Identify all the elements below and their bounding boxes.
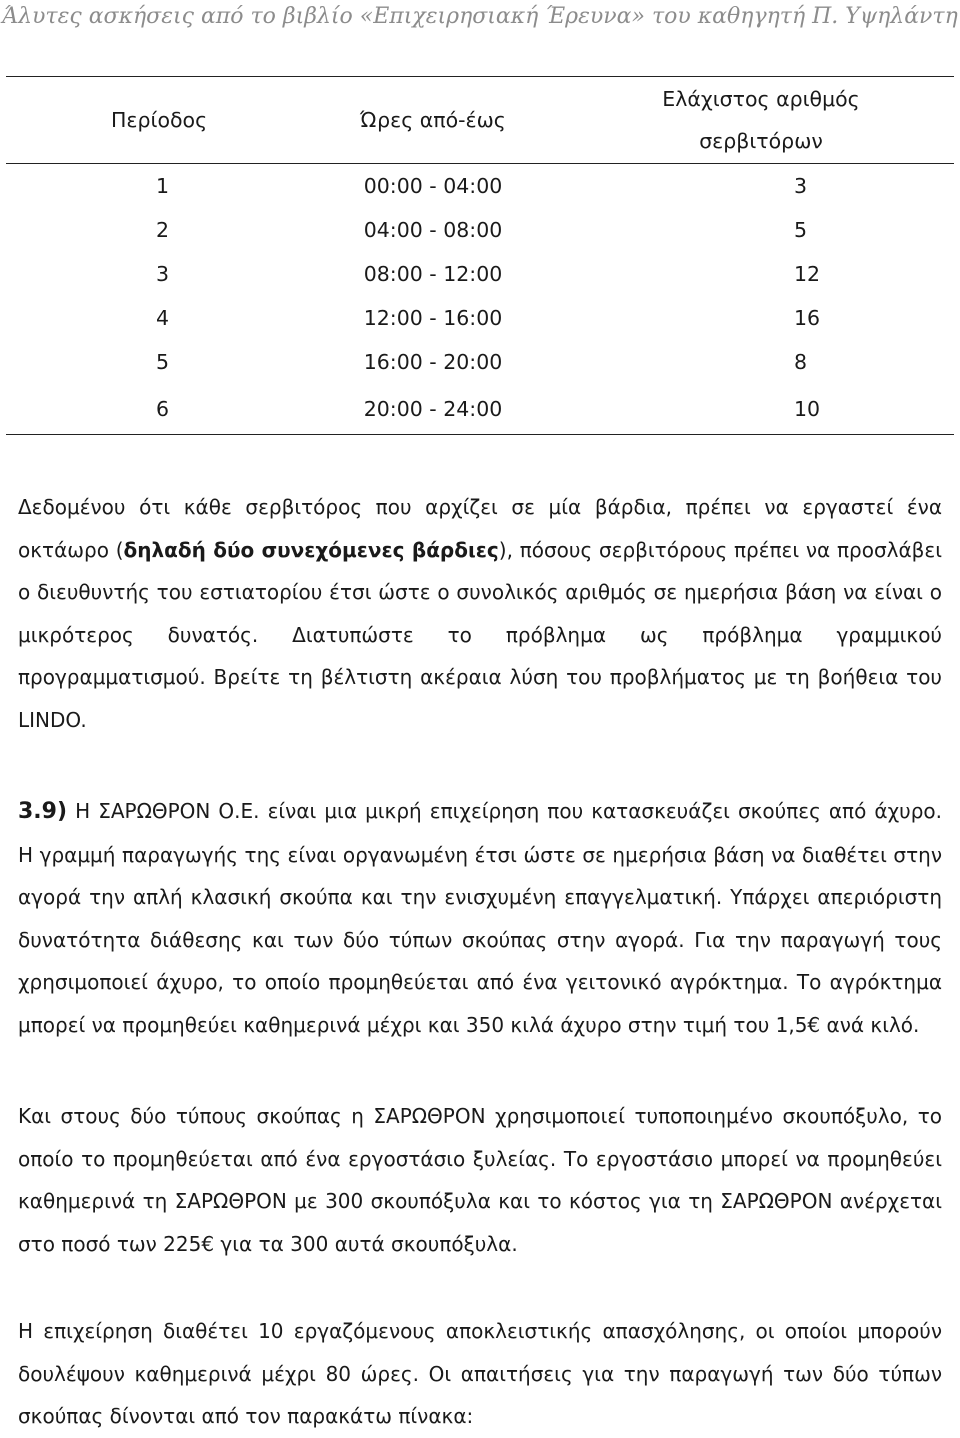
table-row <box>6 252 954 296</box>
cell-min: 12 <box>794 262 821 286</box>
cell-min: 5 <box>794 218 808 242</box>
table-row <box>6 296 954 340</box>
cell-hours: 20:00 - 24:00 <box>298 384 568 435</box>
waiters-table <box>6 76 954 435</box>
cell-min: 10 <box>568 384 954 435</box>
header-period: Περίοδος <box>6 77 298 164</box>
waiters-table-container <box>6 76 954 435</box>
table-row <box>6 384 954 435</box>
cell-hours: 04:00 - 08:00 <box>363 218 503 242</box>
paragraph1-part1: Δεδομένου ότι κάθε σερβιτόρος που αρχίζει σε μία βάρδια, πρέπει να εργαστεί ένα οκτάωρο ( <box>18 495 942 562</box>
header-min-line2: σερβιτόρων <box>699 129 823 153</box>
page-header: Άλυτες ασκήσεις από το βιβλίο «Επιχειρησιακή Έρευνα» του καθηγητή Π. Υψηλάντη <box>2 4 958 29</box>
header-hours: Ώρες από-έως <box>298 77 568 164</box>
cell-period: 4 <box>156 306 170 330</box>
cell-period: 5 <box>156 350 170 374</box>
header-min-line1: Ελάχιστος αριθμός <box>662 87 860 111</box>
cell-hours: 08:00 - 12:00 <box>363 262 503 286</box>
table-row <box>6 340 954 384</box>
cell-min: 8 <box>794 350 808 374</box>
cell-period: 3 <box>156 262 170 286</box>
paragraph1-bold: δηλαδή δύο συνεχόμενες βάρδιες <box>123 537 499 562</box>
cell-min: 16 <box>794 306 821 330</box>
exercise-number: 3.9) <box>18 799 68 824</box>
table-row <box>6 208 954 252</box>
exercise-3-9-paragraph <box>18 790 942 1046</box>
cell-period: 2 <box>156 218 170 242</box>
paragraph1-part2: ), πόσους σερβιτόρους πρέπει να προσλάβει ο διευθυντής του εστιατορίου έτσι ώστε ο συνολικός αριθμός σε ημερήσια βάση να είναι ο μικρότερος δυνατός. Διατυπώστε το πρόβλημα ως πρόβλημα γραμμικού προγραμματισμού. Βρείτε τη βέλτιστη ακέραια λύση του προβλήματος με τη βοήθεια του LINDO. <box>18 537 943 732</box>
table-header-row <box>6 77 954 164</box>
cell-min: 3 <box>794 174 808 198</box>
cell-hours: 00:00 - 04:00 <box>363 174 503 198</box>
cell-hours: 16:00 - 20:00 <box>363 350 503 374</box>
exercise-text: Η ΣΑΡΩΘΡΟΝ Ο.Ε. είναι μια μικρή επιχείρηση που κατασκευάζει σκούπες από άχυρο. Η γραμμή παραγωγής της είναι οργανωμένη έτσι ώστε σε ημερήσια βάση να διαθέτει στην αγορά την απλή κλασική σκούπα και την ενισχυμένη επαγγελματική. Υπάρχει απεριόριστη δυνατότητα διάθεσης και των δύο τύπων σκούπας στην αγορά. Για την παραγωγή τους χρησιμοποιεί άχυρο, το οποίο προμηθεύεται από ένα γειτονικό αγρόκτημα. Το αγρόκτημα μπορεί να προμηθεύει καθημερινά μέχρι και 350 κιλά άχυρο στην τιμή του 1,5€ ανά κιλό. <box>18 799 942 1037</box>
broomstick-paragraph: Και στους δύο τύπους σκούπας η ΣΑΡΩΘΡΟΝ χρησιμοποιεί τυποποιημένο σκουπόξυλο, το οποίο το προμηθεύεται από ένα εργοστάσιο ξυλείας. Το εργοστάσιο μπορεί να προμηθεύει καθημερινά τη ΣΑΡΩΘΡΟΝ με 300 σκουπόξυλα και το κόστος για τη ΣΑΡΩΘΡΟΝ ανέρχεται στο ποσό των 225€ για τα 300 αυτά σκουπόξυλα. <box>18 1104 942 1256</box>
table-row <box>6 164 954 209</box>
cell-hours: 12:00 - 16:00 <box>363 306 503 330</box>
cell-period: 1 <box>156 174 170 198</box>
header-min-waiters <box>568 77 954 164</box>
problem-statement-paragraph <box>18 486 942 741</box>
cell-period: 6 <box>6 384 298 435</box>
workforce-paragraph: Η επιχείρηση διαθέτει 10 εργαζόμενους αποκλειστικής απασχόλησης, οι οποίοι μπορούν δουλέψουν καθημερινά μέχρι 80 ώρες. Οι απαιτήσεις για την παραγωγή των δύο τύπων σκούπας δίνονται από τον παρακάτω πίνακα: <box>18 1319 942 1428</box>
